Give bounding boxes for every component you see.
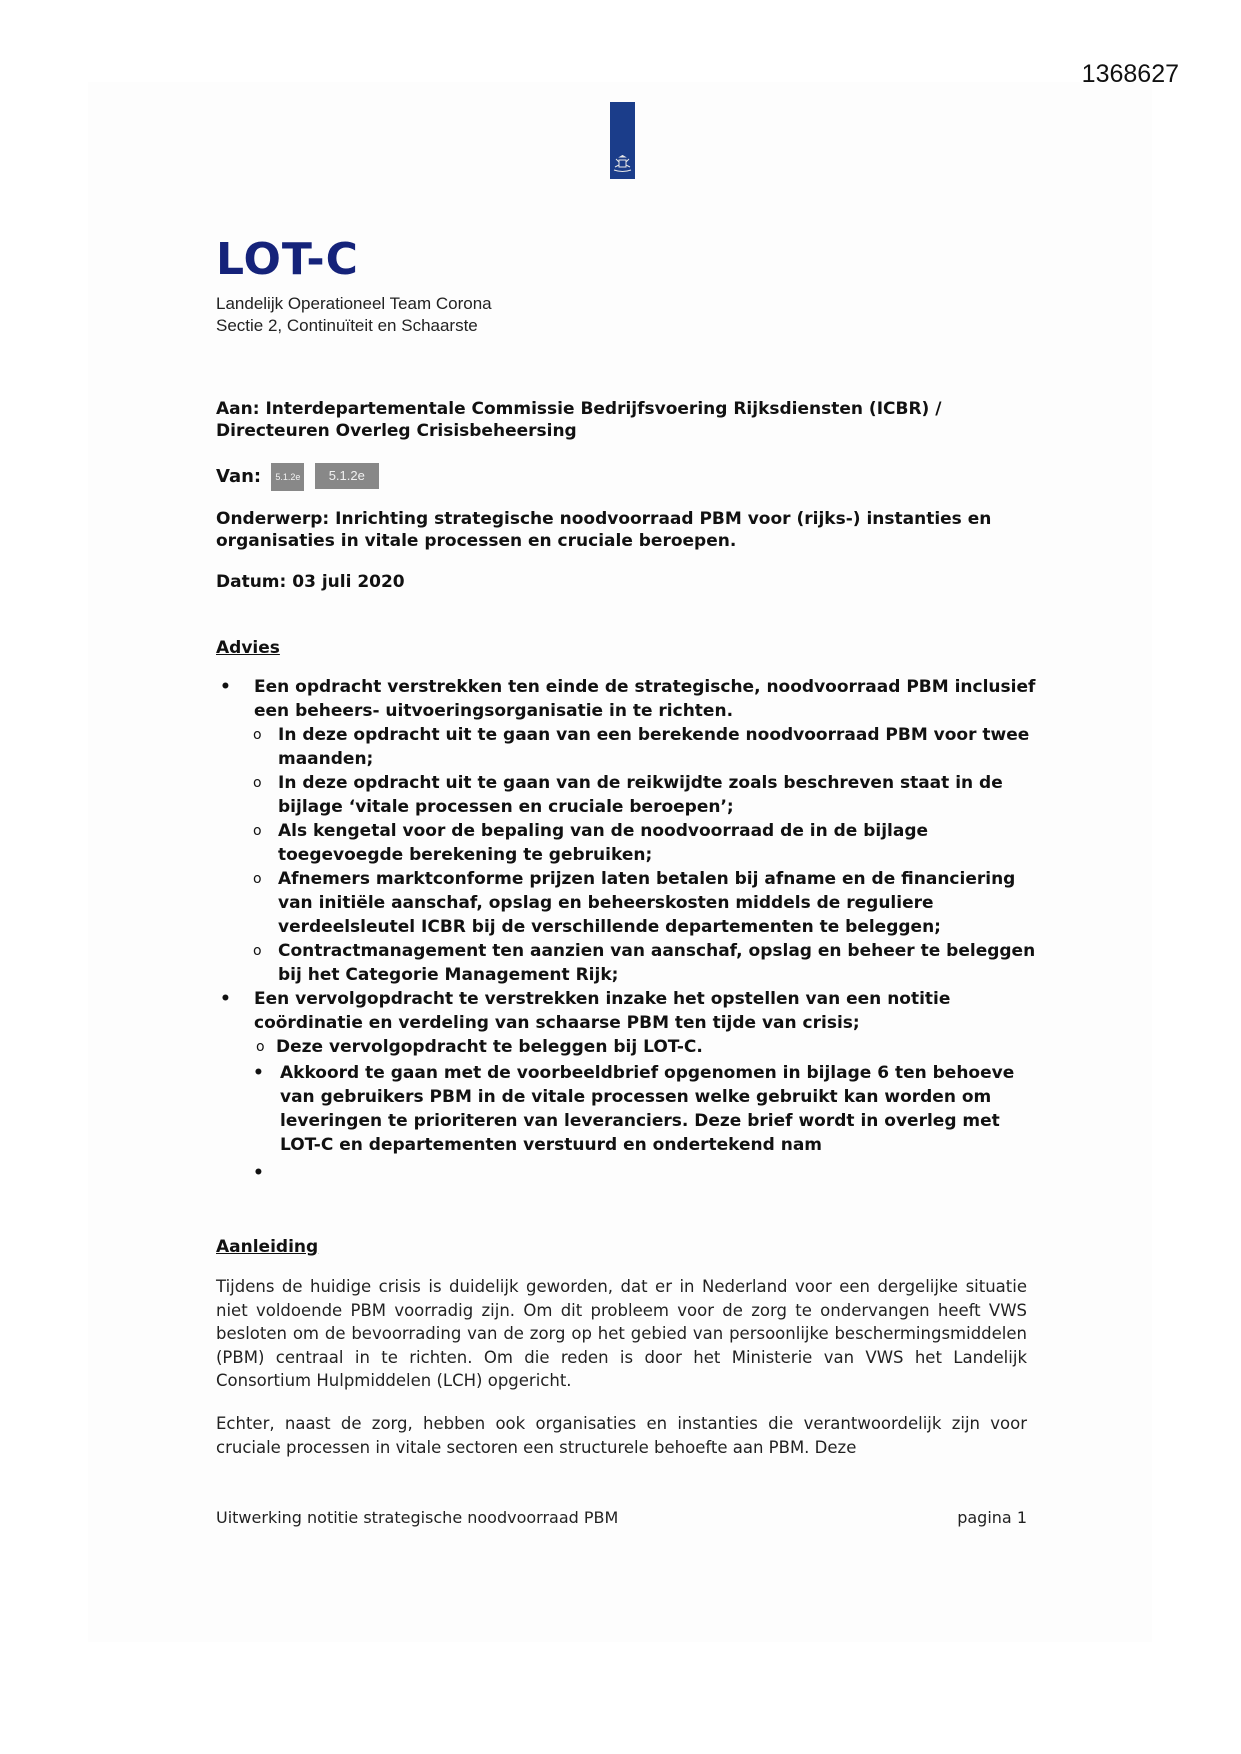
subtitle-line-2: Sectie 2, Continuïteit en Schaarste bbox=[216, 316, 478, 335]
footer-title: Uitwerking notitie strategische noodvoorraad PBM bbox=[216, 1508, 619, 1527]
list-item bbox=[216, 1061, 1046, 1157]
list-item-text: Een opdracht verstrekken ten einde de strategische, noodvoorraad PBM inclusief een beheers- uitvoeringsorganisatie in te richten. bbox=[254, 677, 1036, 721]
bullet-icon: • bbox=[253, 1163, 264, 1183]
sub-list-item bbox=[216, 771, 1046, 819]
subject: Onderwerp: Inrichting strategische noodvoorraad PBM voor (rijks-) instanties en organisaties in vitale processen en cruciale beroepen. bbox=[216, 509, 992, 551]
date: Datum: 03 juli 2020 bbox=[216, 572, 405, 592]
circle-bullet-icon: o bbox=[253, 727, 262, 743]
list-item-text: Als kengetal voor de bepaling van de noodvoorraad de in de bijlage toegevoegde berekening te gebruiken; bbox=[278, 821, 929, 865]
redaction-box: 5.1.2e bbox=[315, 463, 379, 489]
sub-list-item bbox=[216, 1035, 1046, 1059]
rijksoverheid-logo bbox=[610, 102, 635, 179]
list-item-text: Contractmanagement ten aanzien van aanschaf, opslag en beheer te beleggen bij het Categorie Management Rijk; bbox=[278, 941, 1036, 985]
lotc-logo-title: LOT-C bbox=[216, 234, 359, 285]
addressee: Aan: Interdepartementale Commissie Bedrijfsvoering Rijksdiensten (ICBR) / Directeuren Overleg Crisisbeheersing bbox=[216, 399, 942, 441]
circle-bullet-icon: o bbox=[256, 1039, 265, 1055]
circle-bullet-icon: o bbox=[253, 775, 262, 791]
circle-bullet-icon: o bbox=[253, 943, 262, 959]
bullet-icon: • bbox=[253, 1063, 264, 1083]
advies-list bbox=[216, 675, 1046, 1185]
paragraph: Echter, naast de zorg, hebben ook organisaties en instanties die verantwoordelijk zijn voor cruciale processen in vitale sectoren een structurele behoefte aan PBM. Deze bbox=[216, 1414, 1027, 1457]
paragraph: Tijdens de huidige crisis is duidelijk geworden, dat er in Nederland voor een dergelijke situatie niet voldoende PBM voorradig zijn. Om dit probleem voor de zorg te ondervangen heeft VWS besloten om de bevoorrading van de zorg op het gebied van persoonlijke beschermingsmiddelen (PBM) centraal in te richten. Om die reden is door het Ministerie van VWS het Landelijk Consortium Hulpmiddelen (LCH) opgericht. bbox=[216, 1277, 1027, 1390]
document-number: 1368627 bbox=[1081, 60, 1179, 88]
list-item-text: In deze opdracht uit te gaan van de reikwijdte zoals beschreven staat in de bijlage ‘vitale processen en cruciale beroepen’; bbox=[278, 773, 1003, 817]
redaction-box: 5.1.2e bbox=[271, 463, 304, 491]
bullet-icon: • bbox=[220, 989, 231, 1009]
sub-list-item bbox=[216, 819, 1046, 867]
empty-list-item bbox=[216, 1161, 1046, 1185]
sub-list-item bbox=[216, 939, 1046, 987]
page-number: pagina 1 bbox=[957, 1508, 1027, 1527]
list-item-text: Deze vervolgopdracht te beleggen bij LOT-C. bbox=[276, 1037, 703, 1057]
advies-heading: Advies bbox=[216, 638, 280, 658]
list-item-text: Een vervolgopdracht te verstrekken inzake het opstellen van een notitie coördinatie en verdeling van schaarse PBM ten tijde van crisis; bbox=[254, 989, 951, 1033]
sub-list-item bbox=[216, 723, 1046, 771]
lotc-subtitle bbox=[216, 293, 492, 337]
coat-of-arms-icon bbox=[612, 155, 633, 173]
circle-bullet-icon: o bbox=[253, 871, 262, 887]
subtitle-line-1: Landelijk Operationeel Team Corona bbox=[216, 294, 492, 313]
list-item-text: Akkoord te gaan met de voorbeeldbrief opgenomen in bijlage 6 ten behoeve van gebruikers PBM in de vitale processen welke gebruikt kan worden om leveringen te prioriteren van leveranciers. Deze brief wordt in overleg met LOT-C en departementen verstuurd en ondertekend nam bbox=[280, 1063, 1015, 1155]
list-item-text: Afnemers marktconforme prijzen laten betalen bij afname en de financiering van initiële aanschaf, opslag en beheerskosten middels de reguliere verdeelsleutel ICBR bij de verschillende departementen te beleggen; bbox=[278, 869, 1016, 937]
sender-row bbox=[216, 463, 1046, 491]
list-item-text: In deze opdracht uit te gaan van een berekende noodvoorraad PBM voor twee maanden; bbox=[278, 725, 1030, 769]
bullet-icon: • bbox=[220, 677, 231, 697]
circle-bullet-icon: o bbox=[253, 823, 262, 839]
sender-label: Van: bbox=[216, 466, 262, 487]
list-item bbox=[216, 675, 1046, 723]
sub-list-item bbox=[216, 867, 1046, 939]
aanleiding-heading: Aanleiding bbox=[216, 1237, 319, 1257]
list-item bbox=[216, 987, 1046, 1035]
